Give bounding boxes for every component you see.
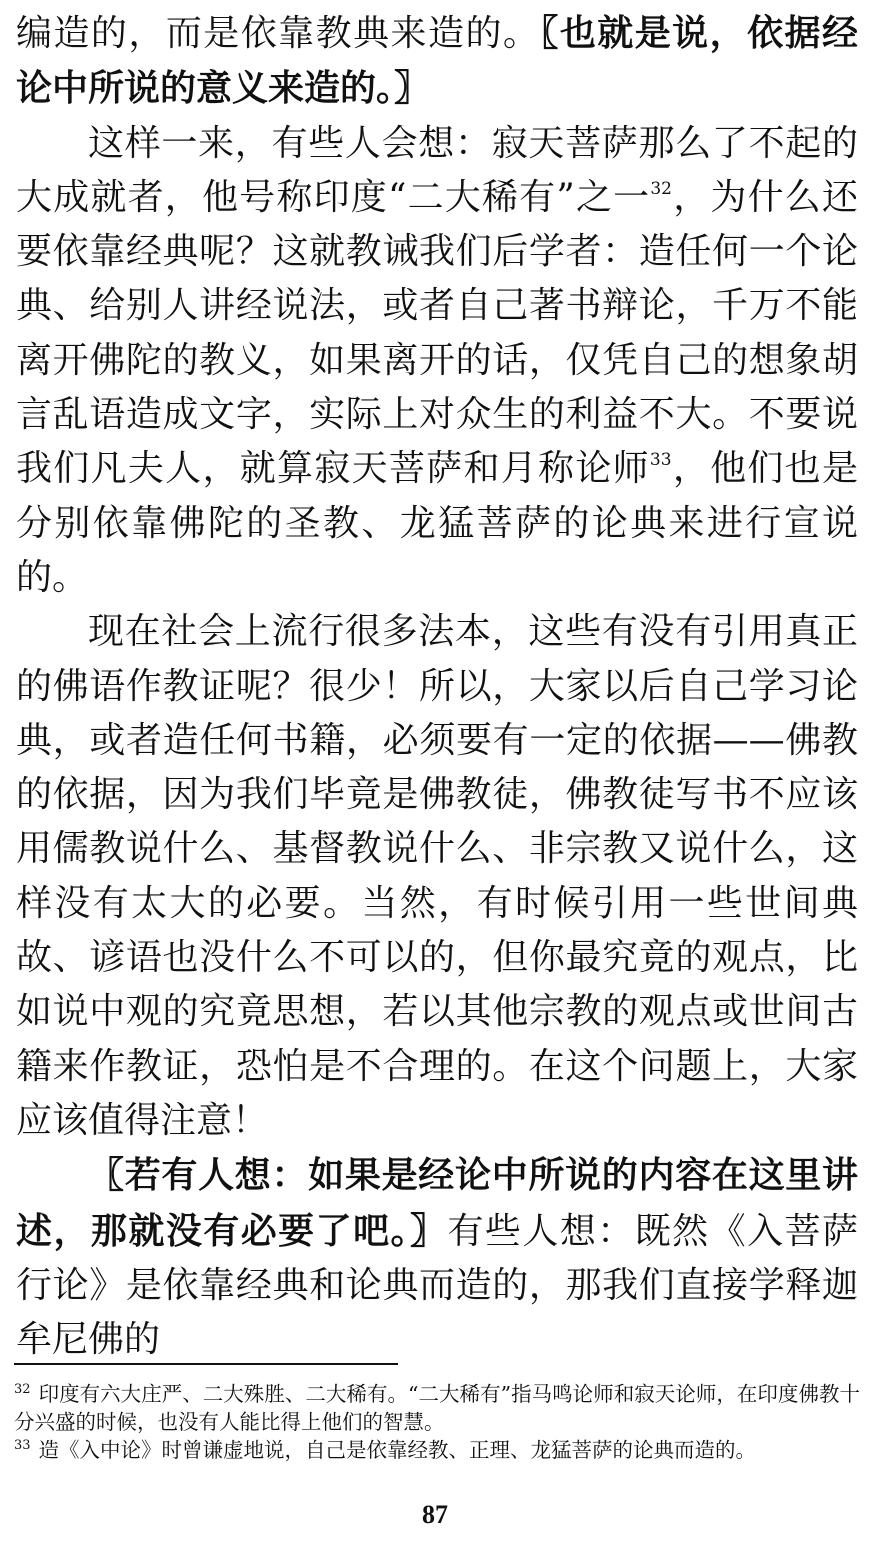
commentary-quote: 〖若有人想：如果是经论中所说的内容在这里讲述，那就没有必要了吧。〗: [16, 1154, 858, 1252]
footnote-number: 32: [14, 1382, 31, 1397]
footnote-ref[interactable]: 33: [649, 450, 672, 471]
footnote-text: 印度有六大庄严、二大殊胜、二大稀有。“二大稀有”指马鸣论师和寂天论师，在印度佛教十分兴盛的时候，也没有人能比得上他们的智慧。: [14, 1382, 860, 1434]
text-run: ，他们也是分别依靠佛陀的圣教、龙猛菩萨的论典来进行宣说的。: [16, 448, 858, 598]
footnote: [14, 1380, 860, 1436]
footnote-divider: [14, 1363, 398, 1365]
footnote-number: 33: [14, 1438, 31, 1453]
page-number: 87: [422, 1500, 448, 1529]
text-run: 编造的，而是依靠教典来造的。: [16, 13, 541, 54]
paragraph: [16, 117, 858, 606]
paragraph: [16, 1148, 858, 1367]
text-run: 这样一来，有些人会想：寂天菩萨那么了不起的大成就者，他号称印度“二大稀有”之一: [16, 122, 858, 218]
body-text: [16, 6, 858, 1367]
text-run: ，为什么还要依靠经典呢？这就教诫我们后学者：造任何一个论典、给别人讲经说法，或者自己著书辩论，千万不能离开佛陀的教义，如果离开的话，仅凭自己的想象胡言乱语造成文字，实际上对众生的利益不大。不要说我们凡夫人，就算寂天菩萨和月称论师: [16, 176, 858, 490]
paragraph-continuation: [16, 6, 858, 117]
paragraph: [16, 605, 858, 1148]
footnote: [14, 1436, 860, 1464]
footnote-text: 造《入中论》时曾谦虚地说，自己是依靠经教、正理、龙猛菩萨的论典而造的。: [38, 1438, 757, 1462]
commentary-quote: 〖也就是说，依据经论中所说的意义来造的。〗: [16, 12, 858, 110]
footnotes: [14, 1380, 860, 1464]
text-run: 现在社会上流行很多法本，这些有没有引用真正的佛语作教证呢？很少！所以，大家以后自己学习论典，或者造任何书籍，必须要有一定的依据——佛教的依据，因为我们毕竟是佛教徒，佛教徒写书不应该用儒教说什么、基督教说什么、非宗教又说什么，这样没有太大的必要。当然，有时候引用一些世间典故、谚语也没什么不可以的，但你最究竟的观点，比如说中观的究竟思想，若以其他宗教的观点或世间古籍来作教证，恐怕是不合理的。在这个问题上，大家应该值得注意！: [16, 611, 858, 1141]
text-run: 有些人想：既然《入菩萨行论》是依靠经典和论典而造的，那我们直接学释迦牟尼佛的: [16, 1210, 858, 1361]
footnote-ref[interactable]: 32: [650, 178, 672, 199]
